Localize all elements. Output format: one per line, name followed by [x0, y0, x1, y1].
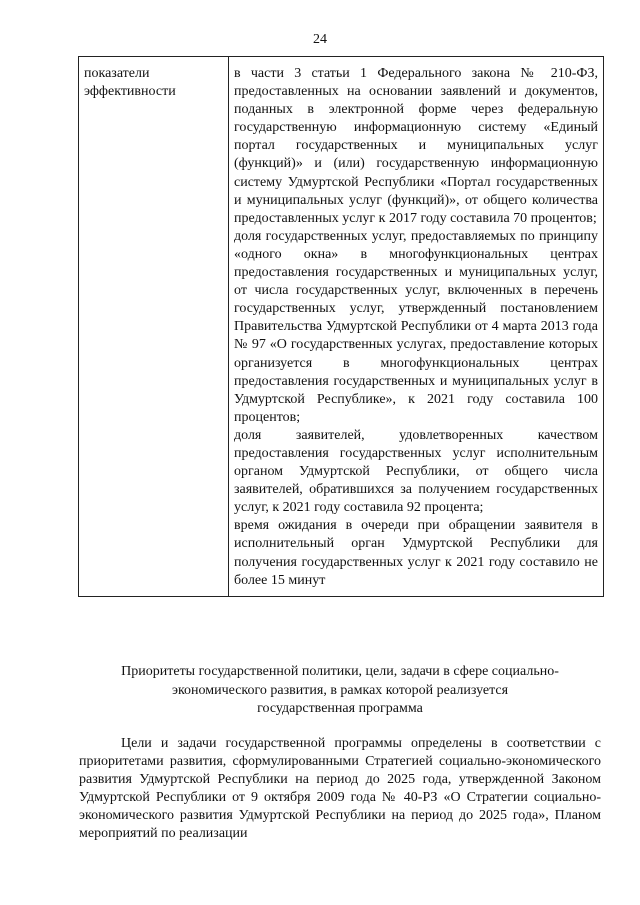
indicator-paragraph: доля государственных услуг, предоставляемых по принципу «одного окна» в многофункциональных центрах предоставления государственных и муниципальных услуг, от числа государственных услуг, включенных в перечень государственных услуг, утвержденный постановлением Правительства Удмуртской Республики от 4 марта 2013 года № 97 «О государственных услугах, предоставление которых организуется в многофункциональных центрах предоставления государственных и муниципальных услуг в Удмуртской Республике», к 2021 году составила 100 процентов; — [234, 228, 598, 425]
label-line: показатели — [84, 66, 150, 81]
heading-line: государственная программа — [257, 701, 423, 716]
section-heading — [90, 663, 590, 719]
body-paragraph: Цели и задачи государственной программы определены в соответствии с приоритетами развития, сформулированными Стратегией социально-экономического развития Удмуртской Республики на период до 2025 года, утвержденной Законом Удмуртской Республики от 9 октября 2009 года № 40-РЗ «О Стратегии социально-экономического развития Удмуртской Республики на период до 2025 года», Планом мероприятий по реализации — [79, 736, 601, 842]
indicator-paragraph: время ожидания в очереди при обращении заявителя в исполнительный орган Удмуртской Республики для получения государственных услуг к 2021 году составило не более 15 минут — [234, 518, 598, 588]
table-label-cell — [79, 57, 229, 597]
page-number: 24 — [313, 32, 327, 47]
table-value-cell — [229, 57, 604, 597]
heading-line: экономического развития, в рамках которой реализуется — [171, 682, 509, 698]
label-line: эффективности — [84, 84, 176, 100]
indicator-paragraph: доля заявителей, удовлетворенных качеством предоставления государственных услуг исполнительным органом Удмуртской Республики, от общего числа заявителей, обратившихся за получением государственных услуг, к 2021 году составила 92 процента; — [234, 427, 598, 516]
table-row — [79, 57, 604, 597]
indicators-table — [78, 56, 604, 597]
heading-line: Приоритеты государственной политики, цели, задачи в сфере социально- — [121, 664, 559, 679]
indicator-paragraph: в части 3 статьи 1 Федерального закона № 210-ФЗ, предоставленных на основании заявлений и документов, поданных в электронной форме через федеральную государственную информационную систему «Единый портал государственных и муниципальных услуг (функций)» и (или) государственную информационную систему Удмуртской Республики «Портал государственных и муниципальных услуг (функций)», от общего количества предоставленных услуг к 2017 году составила 70 процентов; — [234, 66, 598, 226]
